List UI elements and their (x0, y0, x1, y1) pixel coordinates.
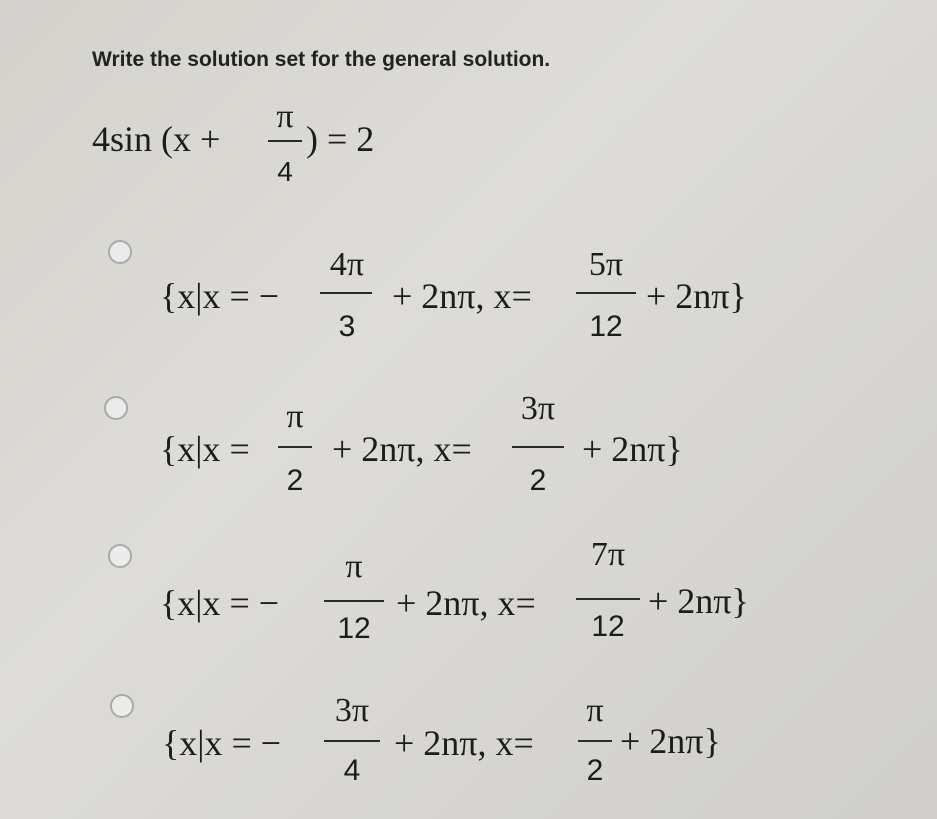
option-a-numerator-1: 4π (329, 246, 365, 283)
option-d-middle: + 2nπ, x= (394, 723, 534, 763)
option-d-numerator-1: 3π (334, 692, 370, 729)
option-b-middle: + 2nπ, x= (332, 429, 472, 469)
option-c-prefix: {x|x = − (160, 583, 280, 623)
option-b-denominator-1: 2 (286, 464, 304, 497)
option-c-middle: + 2nπ, x= (396, 583, 536, 623)
radio-button-b[interactable] (104, 396, 128, 420)
option-c-fraction-bar-1 (324, 600, 384, 602)
option-a-fraction-bar-1 (320, 292, 372, 294)
equation-prefix: 4sin (x + (92, 119, 221, 159)
equation-fraction-numerator: π (276, 98, 294, 135)
option-d-denominator-1: 4 (343, 754, 361, 787)
option-d-fraction-bar-1 (324, 740, 380, 742)
option-b-numerator-2: 3π (520, 390, 556, 427)
radio-button-c[interactable] (108, 544, 132, 568)
option-b-suffix: + 2nπ} (582, 429, 683, 469)
option-d-numerator-2: π (586, 692, 604, 729)
option-a-numerator-2: 5π (588, 246, 624, 283)
option-c-denominator-2: 12 (591, 610, 625, 643)
option-a-suffix: + 2nπ} (646, 276, 747, 316)
option-b-fraction-bar-1 (278, 446, 312, 448)
option-a-fraction-bar-2 (576, 292, 636, 294)
equation-suffix: ) = 2 (306, 119, 375, 159)
option-d-prefix: {x|x = − (162, 723, 282, 763)
option-c-numerator-2: 7π (590, 536, 626, 573)
question-title: Write the solution set for the general solution. (92, 48, 551, 71)
option-d-suffix: + 2nπ} (620, 721, 721, 761)
radio-button-a[interactable] (108, 240, 132, 264)
equation-fraction-denominator: 4 (277, 156, 293, 187)
option-b-prefix: {x|x = (160, 429, 250, 469)
option-b-denominator-2: 2 (529, 464, 547, 497)
option-d-denominator-2: 2 (586, 754, 604, 787)
option-a-middle: + 2nπ, x= (392, 276, 532, 316)
option-d-fraction-bar-2 (578, 740, 612, 742)
radio-button-d[interactable] (110, 694, 134, 718)
equation-fraction-bar (268, 140, 302, 142)
option-a-denominator-2: 12 (589, 310, 623, 343)
option-b-numerator-1: π (286, 398, 304, 435)
option-c-fraction-bar-2 (576, 598, 640, 600)
option-c-suffix: + 2nπ} (648, 581, 749, 621)
option-b-fraction-bar-2 (512, 446, 564, 448)
option-a-prefix: {x|x = − (160, 276, 280, 316)
option-a-denominator-1: 3 (338, 310, 356, 343)
option-c-numerator-1: π (345, 548, 363, 585)
option-c-denominator-1: 12 (337, 612, 371, 645)
